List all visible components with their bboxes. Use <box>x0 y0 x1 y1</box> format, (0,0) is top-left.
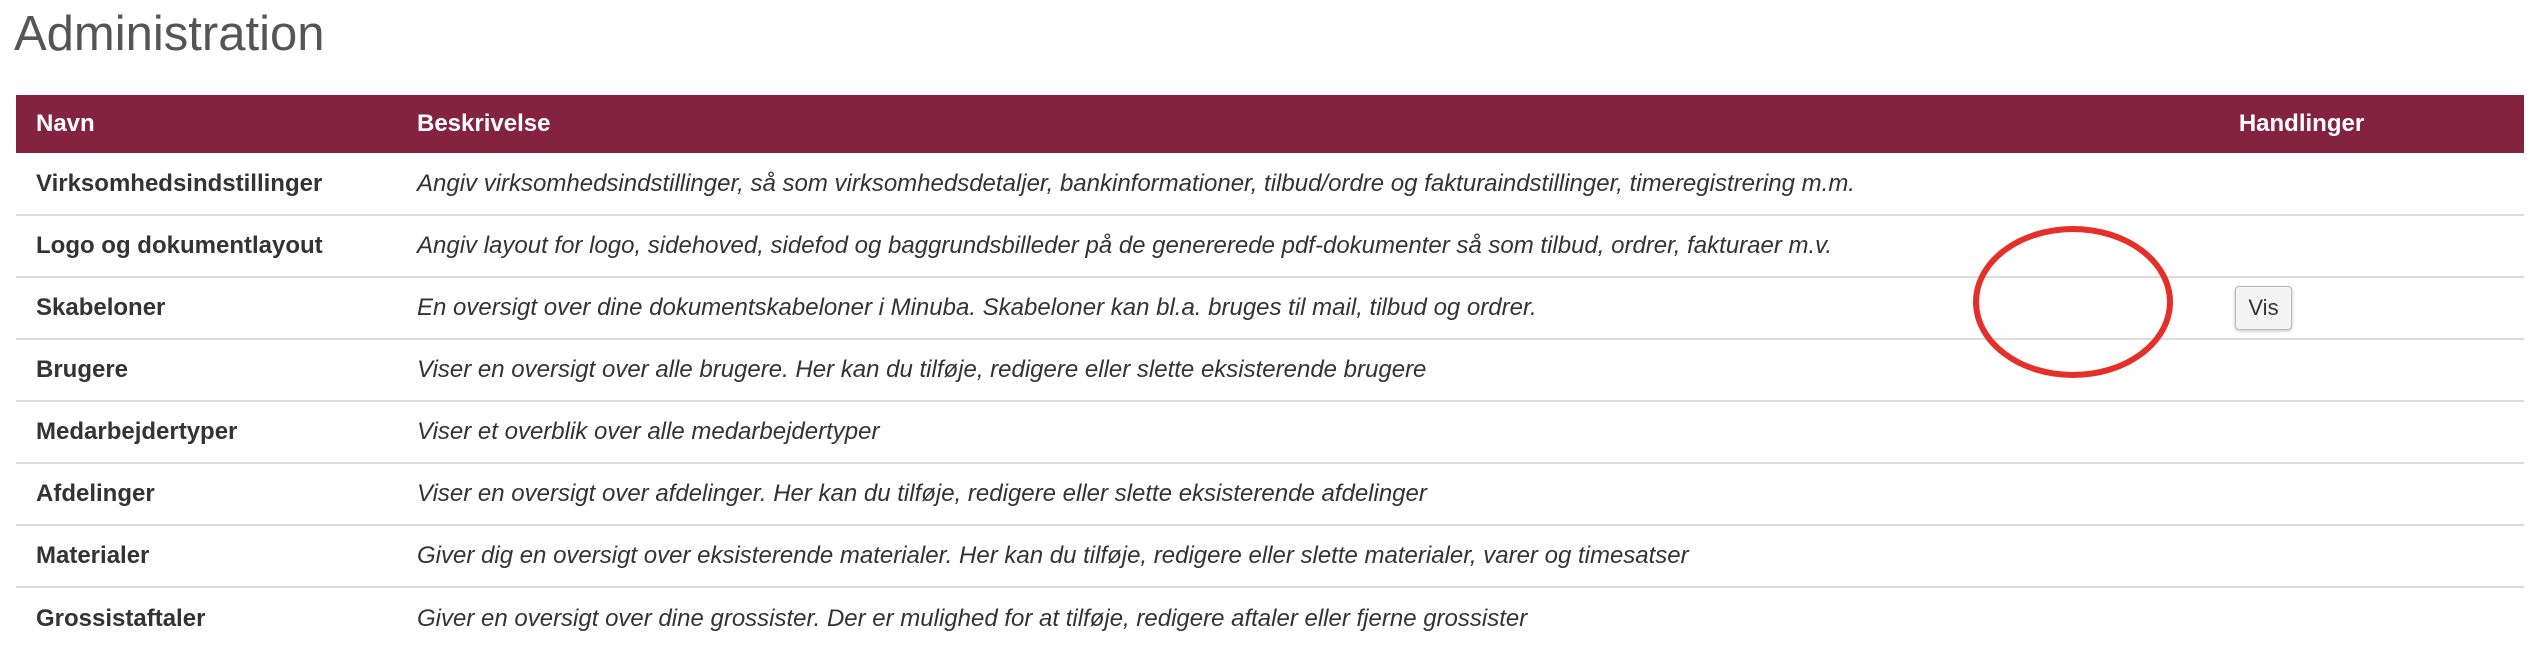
row-name: Materialer <box>36 542 150 569</box>
column-header-description: Beskrivelse <box>417 110 551 137</box>
row-description: Viser et overblik over alle medarbejdertyper <box>417 418 880 445</box>
row-description: Angiv layout for logo, sidehoved, sidefod og baggrundsbilleder på de genererede pdf-dokumenter så som tilbud, ordrer, fakturaer m.v. <box>417 232 1833 259</box>
table-body <box>16 153 2524 649</box>
row-name: Medarbejdertyper <box>36 418 238 445</box>
row-actions <box>2079 463 2524 525</box>
column-header-name: Navn <box>36 110 95 137</box>
administration-table <box>16 95 2524 649</box>
table-row-brugere <box>16 339 2524 401</box>
row-actions <box>2079 587 2524 649</box>
table-row-logo-og-dokumentlayout <box>16 215 2524 277</box>
table-header-row <box>16 95 2524 153</box>
row-actions <box>2079 277 2524 339</box>
row-name: Brugere <box>36 356 129 383</box>
row-actions <box>2079 153 2524 215</box>
row-actions <box>2079 339 2524 401</box>
table-header <box>16 95 2524 153</box>
row-name: Logo og dokumentlayout <box>36 232 323 259</box>
row-actions <box>2079 215 2524 277</box>
table-row-afdelinger <box>16 463 2524 525</box>
table-row-medarbejdertyper <box>16 401 2524 463</box>
row-description: Viser en oversigt over afdelinger. Her kan du tilføje, redigere eller slette eksisterende afdelinger <box>417 480 1427 507</box>
column-header-actions: Handlinger <box>2238 110 2365 137</box>
vis-button[interactable]: Vis <box>2235 286 2291 330</box>
row-description: Giver dig en oversigt over eksisterende materialer. Her kan du tilføje, redigere eller slette materialer, varer og timesatser <box>417 542 1689 569</box>
row-name: Skabeloner <box>36 294 166 321</box>
row-name: Afdelinger <box>36 480 155 507</box>
row-description: En oversigt over dine dokumentskabeloner i Minuba. Skabeloner kan bl.a. bruges til mail, tilbud og ordrer. <box>417 294 1537 321</box>
row-name: Grossistaftaler <box>36 604 206 632</box>
row-actions <box>2079 401 2524 463</box>
row-description: Angiv virksomhedsindstillinger, så som virksomhedsdetaljer, bankinformationer, tilbud/ordre og fakturaindstillinger, timeregistrering m.m. <box>417 169 1855 197</box>
row-description: Giver en oversigt over dine grossister. Der er mulighed for at tilføje, redigere aftaler eller fjerne grossister <box>417 604 1528 632</box>
table-row-virksomhedsindstillinger <box>16 153 2524 215</box>
table-row-grossistaftaler <box>16 587 2524 649</box>
row-actions <box>2079 525 2524 587</box>
page-title: Administration <box>14 7 325 61</box>
table-row-skabeloner <box>16 277 2524 339</box>
table-row-materialer <box>16 525 2524 587</box>
row-name: Virksomhedsindstillinger <box>36 169 323 197</box>
row-description: Viser en oversigt over alle brugere. Her kan du tilføje, redigere eller slette eksisterende brugere <box>417 356 1427 383</box>
